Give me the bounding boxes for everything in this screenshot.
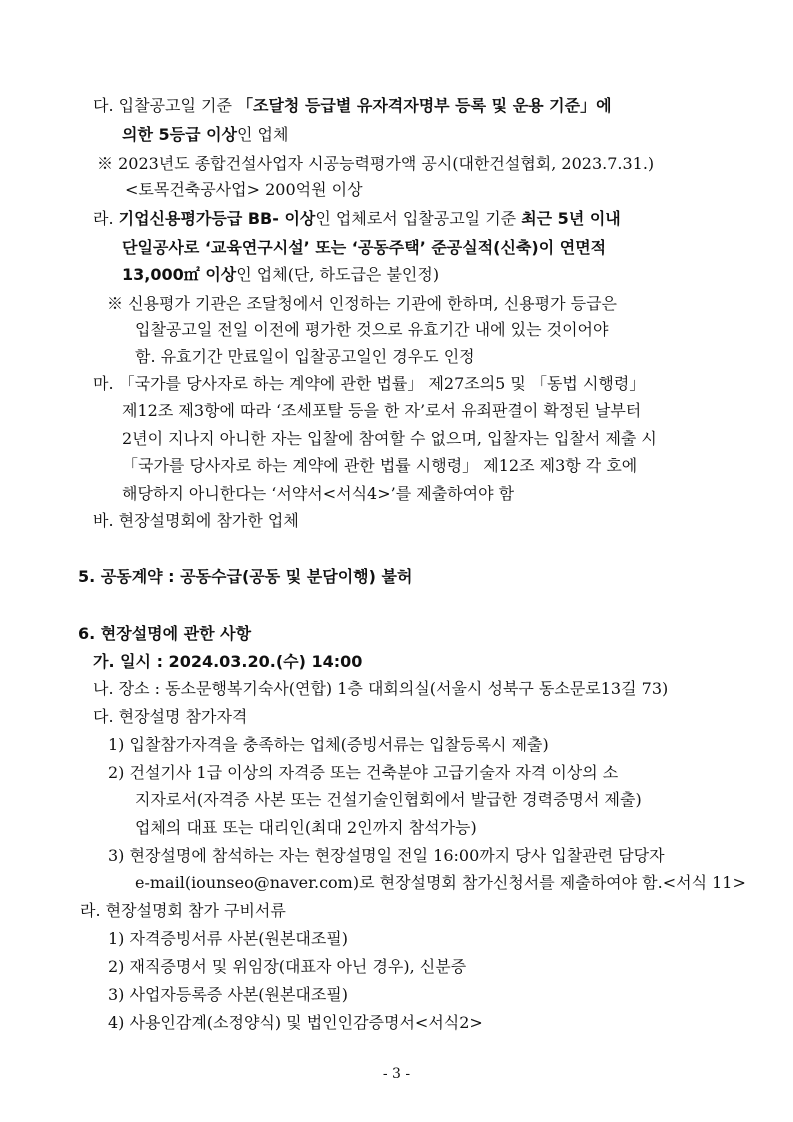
page-number: - 3 - (382, 1066, 411, 1082)
item-ra-mid: 인 업체로서 입찰공고일 기준 (315, 209, 522, 228)
item-da-text: 다. 입찰공고일 기준 (93, 96, 237, 115)
section6-da-3-line2: e-mail(iounseo@naver.com)로 현장설명회 참가신청서를 제출하여야 함.<서식 11> (135, 873, 746, 892)
note2-line1: ※ 신용평가 기관은 조달청에서 인정하는 기관에 한하며, 신용평가 등급은 (107, 294, 617, 313)
section6-da: 다. 현장설명 참가자격 (93, 707, 248, 726)
item-ra-prefix: 라. (93, 209, 119, 228)
item-da-bold2: 의한 5등급 이상 (122, 125, 238, 144)
section6-heading: 6. 현장설명에 관한 사항 (78, 624, 252, 643)
section6-ra-4: 4) 사용인감계(소정양식) 및 법인인감증명서<서식2> (108, 1013, 483, 1032)
item-ma-line2: 제12조 제3항에 따라 ‘조세포탈 등을 한 자’로서 유죄판결이 확정된 날부터 (122, 401, 642, 420)
item-ma-line3: 2년이 지나지 아니한 자는 입찰에 참여할 수 없으며, 입찰자는 입찰서 제출 시 (122, 429, 657, 448)
section6-da-1: 1) 입찰참가자격을 충족하는 업체(증빙서류는 입찰등록시 제출) (108, 735, 549, 754)
item-da-line1 (93, 95, 719, 117)
note1-line2: <토목건축공사업> 200억원 이상 (125, 180, 363, 199)
section6-na: 나. 장소 : 동소문행복기숙사(연합) 1층 대회의실(서울시 성북구 동소문로13길 73) (93, 679, 669, 698)
item-ra-bold1: 기업신용평가등급 BB- 이상 (118, 209, 316, 228)
section6-ra-1: 1) 자격증빙서류 사본(원본대조필) (108, 929, 349, 948)
section5-heading: 5. 공동계약 : 공동수급(공동 및 분담이행) 불허 (78, 567, 413, 586)
section6-da-2-line3: 업체의 대표 또는 대리인(최대 2인까지 참석가능) (135, 818, 477, 837)
note2-line3: 함. 유효기간 만료일이 입찰공고일인 경우도 인정 (135, 347, 475, 366)
item-ma-line4: 「국가를 당사자로 하는 계약에 관한 법률 시행령」 제12조 제3항 각 호에 (122, 456, 638, 475)
note2-line2: 입찰공고일 전일 이전에 평가한 것으로 유효기간 내에 있는 것이어야 (135, 320, 609, 339)
item-da-bold: 「조달청 등급별 유자격자명부 등록 및 운용 기준」에 (237, 96, 612, 115)
item-ra-line3 (122, 264, 439, 286)
item-ra-line1 (93, 208, 621, 230)
item-ra-text3: 인 업체(단, 하도급은 불인정) (236, 265, 440, 284)
item-da-line2 (122, 124, 288, 146)
section6-ra-3: 3) 사업자등록증 사본(원본대조필) (108, 985, 349, 1004)
section6-da-3-line1: 3) 현장설명에 참석하는 자는 현장설명일 전일 16:00까지 당사 입찰관련 담당자 (108, 846, 665, 865)
section6-ra: 라. 현장설명회 참가 구비서류 (80, 901, 286, 920)
item-ra-bold2: 최근 5년 이내 (521, 209, 621, 228)
item-ma-line1: 마. 「국가를 당사자로 하는 계약에 관한 법률」 제27조의5 및 「동법 시행령」 (93, 374, 646, 393)
item-ra-line2: 단일공사로 ‘교육연구시설’ 또는 ‘공동주택’ 준공실적(신축)이 연면적 (122, 238, 607, 257)
section6-da-2-line2: 지자로서(자격증 사본 또는 건설기술인협회에서 발급한 경력증명서 제출) (135, 790, 642, 809)
section6-ga: 가. 일시 : 2024.03.20.(수) 14:00 (93, 652, 363, 671)
item-ma-line5: 해당하지 아니한다는 ‘서약서<서식4>’를 제출하여야 함 (122, 484, 515, 503)
item-ra-bold3: 13,000㎡ 이상 (122, 265, 237, 284)
item-da-text2: 인 업체 (237, 125, 289, 144)
section6-da-2-line1: 2) 건설기사 1급 이상의 자격증 또는 건축분야 고급기술자 자격 이상의 소 (108, 763, 619, 782)
item-ba-line1: 바. 현장설명회에 참가한 업체 (93, 511, 299, 530)
section6-ra-2: 2) 재직증명서 및 위임장(대표자 아닌 경우), 신분증 (108, 957, 467, 976)
note1-line1: ※ 2023년도 종합건설사업자 시공능력평가액 공시(대한건설협회, 2023.7.31.) (97, 154, 655, 173)
